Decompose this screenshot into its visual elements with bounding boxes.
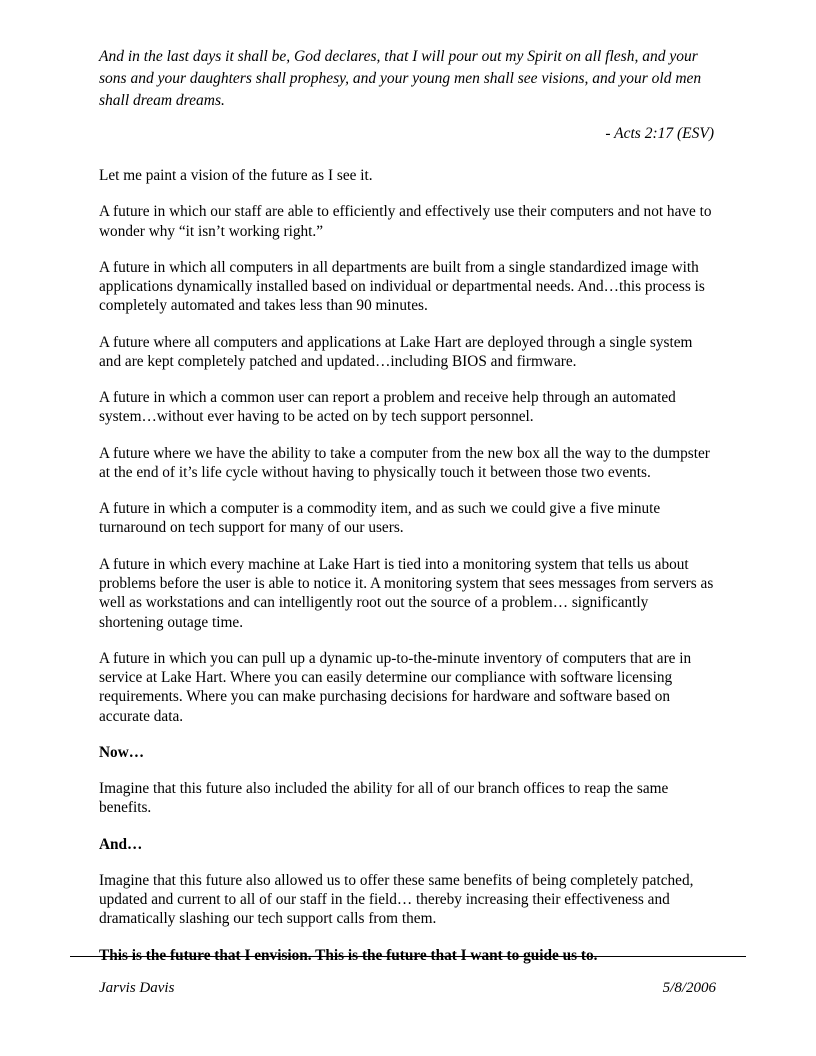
paragraph: A future where we have the ability to take a computer from the new box all the way to the dumpster at the end of it’s life cycle without having to physically touch it between those two events.: [99, 444, 710, 481]
paragraph: A future in which all computers in all departments are built from a single standardized image with applications dynamically installed based on individual or departmental needs. And…this process is completely automated and takes less than 90 minutes.: [99, 258, 705, 315]
paragraph: A future in which a computer is a commodity item, and as such we could give a five minute turnaround on tech support for many of our users.: [99, 500, 661, 537]
paragraph: A future in which you can pull up a dynamic up-to-the-minute inventory of computers that are in service at Lake Hart. Where you can easily determine our compliance with software licensing requirements. Where you can make purchasing decisions for hardware and software based on accurate data.: [99, 649, 692, 725]
paragraph: A future in which our staff are able to efficiently and effectively use their computers and not have to wonder why “it isn’t working right.”: [99, 203, 712, 240]
paragraph: Imagine that this future also included the ability for all of our branch offices to reap the same benefits.: [99, 780, 669, 817]
paragraph: A future where all computers and applications at Lake Hart are deployed through a single system and are kept completely patched and updated…including BIOS and firmware.: [99, 333, 693, 370]
paragraph-heading-and: And…: [99, 835, 143, 853]
epigraph-attribution: - Acts 2:17 (ESV): [605, 125, 714, 142]
epigraph-quote: And in the last days it shall be, God declares, that I will pour out my Spirit on all flesh, and your sons and your daughters shall prophesy, and your young men shall see visions, and your old men shall dream dreams.: [99, 48, 702, 109]
paragraph: Let me paint a vision of the future as I see it.: [99, 167, 373, 184]
closing-statement: This is the future that I envision. This is the future that I want to guide us to.: [99, 946, 598, 964]
footer-divider: [70, 956, 746, 957]
paragraph: A future in which every machine at Lake Hart is tied into a monitoring system that tells us about problems before the user is able to notice it. A monitoring system that sees messages from servers as well as workstations and can intelligently root out the source of a problem… significantly shortening outage time.: [99, 555, 714, 631]
page-footer: [99, 980, 716, 997]
paragraph-heading-now: Now…: [99, 743, 145, 761]
footer-date: 5/8/2006: [662, 980, 716, 996]
paragraph: A future in which a common user can report a problem and receive help through an automated system…without ever having to be acted on by tech support personnel.: [99, 389, 676, 426]
footer-author: Jarvis Davis: [99, 980, 175, 996]
paragraph: Imagine that this future also allowed us to offer these same benefits of being completely patched, updated and current to all of our staff in the field… thereby increasing their effectiveness and dramatically slashing our tech support calls from them.: [99, 871, 694, 928]
body-text: [99, 166, 716, 965]
